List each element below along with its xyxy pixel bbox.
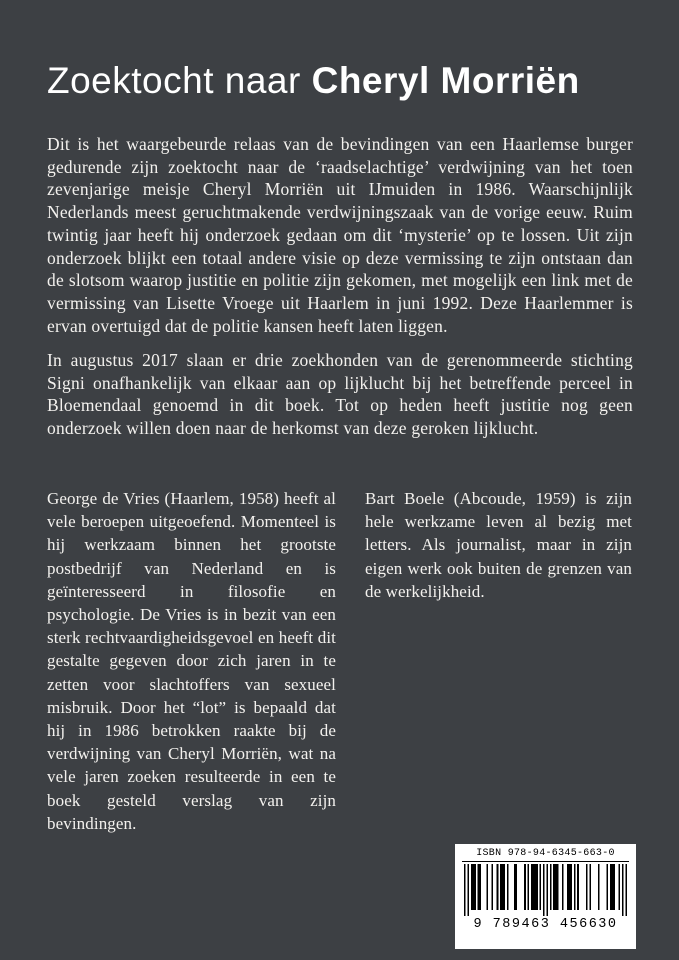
book-title-bold: Cheryl Morriën [311,60,580,101]
synopsis-paragraph-1: Dit is het waargebeurde relaas van de bevindingen van een Haarlemse burger gedurende zijn zoektocht naar de ‘raadselachtige’ verdwijning van het toen zevenjarige meisje Cheryl Morriën uit IJmuiden in 1986. Waarschijnlijk Nederlands meest geruchtmakende verdwijningszaak van de vorige eeuw. Ruim twintig jaar heeft hij onderzoek gedaan om dit ‘mysterie’ op te lossen. Uit zijn onderzoek blijkt een totaal andere visie op deze vermissing te zijn ontstaan dan de slotsom waarop justitie en politie zijn gekomen, met mogelijk een link met de vermissing van Lisette Vroege uit Haarlem in juni 1992. Deze Haarlemmer is ervan overtuigd dat de politie kansen heeft laten liggen. [47,134,633,336]
book-title-regular: Zoektocht naar [47,60,312,101]
barcode-bars-icon [464,864,627,916]
isbn-label: ISBN 978-94-6345-663-0 [476,848,615,859]
author-bio-bart-boele: Bart Boele (Abcoude, 1959) is zijn hele werkzame leven al bezig met letters. Als journalist, maar in zijn eigen werk ook buiten de grenzen van de werkelijkheid. [365,489,632,601]
book-title [47,60,580,102]
author-bio-george-de-vries: George de Vries (Haarlem, 1958) heeft al vele beroepen uitgeoefend. Momenteel is hij werkzaam binnen het grootste postbedrijf van Nederland en is geïnteresseerd in filosofie en psychologie. De Vries is in bezit van een sterk rechtvaardigheidsgevoel en heeft dit gestalte gegeven door zich jaren in te zetten voor slachtoffers van sexueel misbruik. Door het “lot” is bepaald dat hij in 1986 betrokken raakte bij de verdwijning van Cheryl Morriën, wat na vele jaren zoeken resulteerde in een te boek gesteld verslag van zijn bevindingen. [47,489,336,833]
isbn-divider [462,861,629,862]
barcode-block [455,844,636,949]
barcode-number: 9 789463 456630 [473,917,618,932]
synopsis-paragraph-2: In augustus 2017 slaan er drie zoekhonden van de gerenommeerde stichting Signi onafhankelijk van elkaar aan op lijklucht bij het betreffende perceel in Bloemendaal genoemd in dit boek. Tot op heden heeft justitie nog geen onderzoek willen doen naar de herkomst van deze geroken lijklucht. [47,350,633,439]
